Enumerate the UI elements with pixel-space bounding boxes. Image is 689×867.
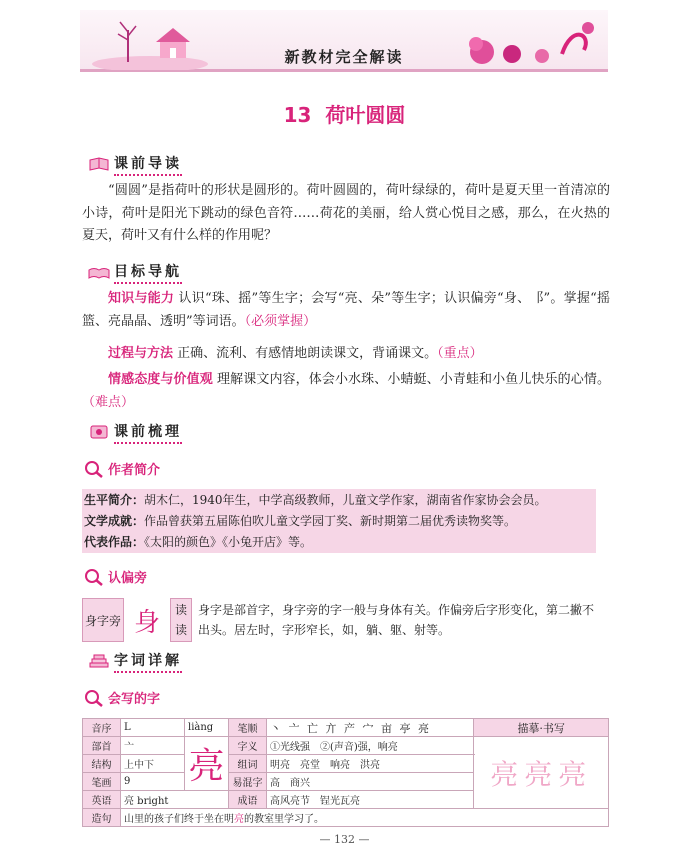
- magnifier-icon: [84, 460, 104, 478]
- radical-name: 身字旁: [82, 598, 124, 642]
- magnifier-icon: [84, 568, 104, 586]
- goal-knowledge: 知识与能力 认识“珠、摇”等生字；会写“亮、朵”等生字；认识偏旁“身、⻏”。掌握“摇篮、亮晶晶、透明”等词语。（必须掌握）: [82, 291, 610, 329]
- radical-read-label: 读 读: [170, 598, 192, 642]
- lesson-number: 13: [283, 103, 312, 127]
- author-row: 代表作品：《太阳的颜色》《小兔开店》等。: [84, 535, 313, 549]
- author-row: 生平简介：胡木仁，1940年生，中学高级教师，儿童文学作家，湖南省作家协会会员。: [84, 493, 547, 507]
- books-stack-icon: [88, 653, 110, 669]
- lesson-name: 荷叶圆圆: [325, 103, 406, 127]
- open-book-icon: [88, 264, 110, 280]
- main-character: 亮: [185, 737, 229, 791]
- page-header: [80, 10, 608, 72]
- page-number: — 132 —: [319, 833, 370, 846]
- radical-heading: 认偏旁: [84, 567, 147, 586]
- radical-char: 身: [133, 607, 160, 638]
- goal-emotion: 情感态度与价值观 理解课文内容，体会小水珠、小蜻蜓、小青蛙和小鱼儿快乐的心情。（难点）: [82, 372, 610, 410]
- writing-heading: 会写的字: [84, 688, 160, 707]
- goal-process: 过程与方法 正确、流利、有感情地朗读课文，背诵课文。（重点）: [108, 346, 483, 361]
- section-preview-heading: 课前导读: [88, 153, 182, 175]
- author-info-box: [82, 489, 596, 553]
- section-goals-heading: 目标导航: [88, 261, 182, 283]
- character-table: 音序 L liàng 笔顺 丶 亠 亡 亣 产 宀 亩 亭 亮 描摹·书写 部首 亠 亮 字义 ①光线强 ②(声音)强，响亮 亮亮亮 结构 上中下 组词 明亮 亮堂 响亮 洪亮 笔画 9 易混字 高 商兴 英语 亮 bright 成语 高风亮节 锃光瓦亮 造句 山里的孩子们终于坐在明亮的教室里学习了。: [82, 718, 609, 827]
- example-sentence: 山里的孩子们终于坐在明亮的教室里学习了。: [121, 809, 609, 827]
- trace-characters: 亮亮亮: [474, 737, 609, 809]
- book-icon: [88, 156, 110, 172]
- magnifier-icon: [84, 689, 104, 707]
- radical-explanation: 身字是部首字，身字旁的字一般与身体有关。作偏旁后字形变化，第二撇不出头。居左时，字形窄长，如，躺、躯、射等。: [198, 603, 595, 637]
- author-heading: 作者简介: [84, 459, 160, 478]
- flower-illustration: [452, 14, 602, 70]
- notebook-icon: [88, 424, 110, 440]
- section-sorting-heading: 课前梳理: [88, 421, 182, 443]
- lesson-title: [0, 99, 689, 128]
- preview-text: “圆圆”是指荷叶的形状是圆形的。荷叶圆圆的，荷叶绿绿的，荷叶是夏天里一首清凉的小诗，荷叶是阳光下跳动的绿色音符……荷花的美丽，给人赏心悦目之感，那么，在火热的夏天，荷叶又有什么样的作用呢？: [82, 183, 610, 243]
- section-words-heading: 字词详解: [88, 650, 182, 672]
- author-row: 文学成就：作品曾获第五届陈伯吹儿童文学园丁奖、新时期第二届优秀读物奖等。: [84, 514, 517, 528]
- header-title: 新教材完全解读: [284, 48, 404, 66]
- radical-box: [82, 598, 602, 642]
